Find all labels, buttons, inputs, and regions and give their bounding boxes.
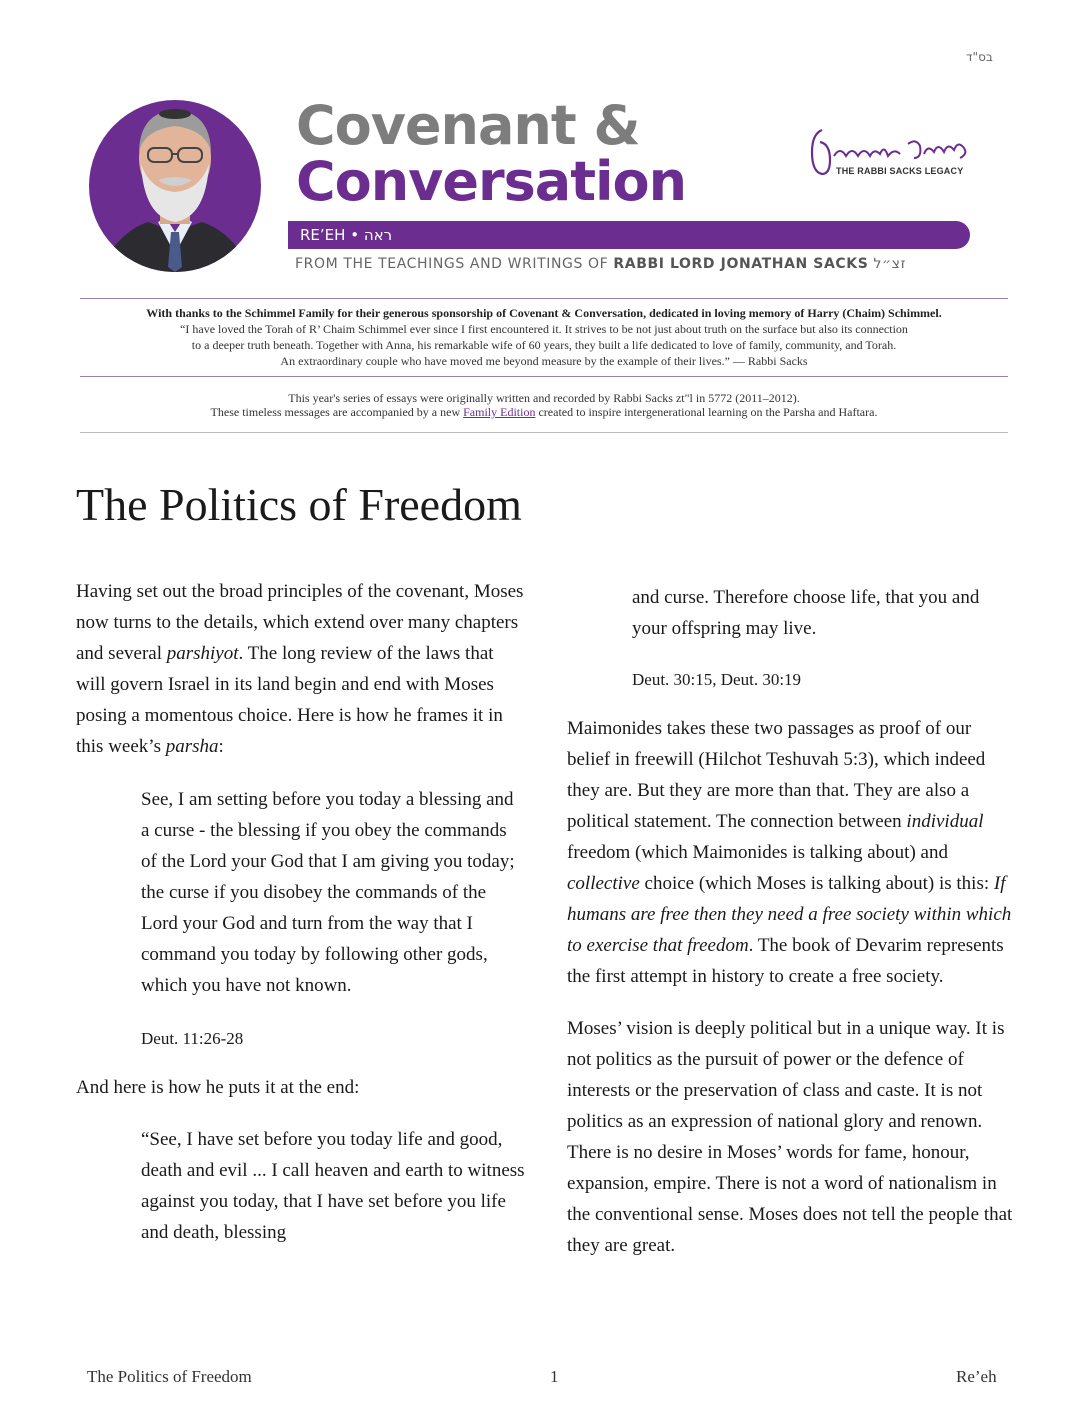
teachings-prefix: FROM THE TEACHINGS AND WRITINGS OF	[295, 256, 609, 272]
blockquote-continued: and curse. Therefore choose life, that you and your offspring may live.	[632, 587, 980, 639]
blockquote: “See, I have set before you today life and good, death and evil ... I call heaven and earth to witness against you today, that I have set before you life and death, blessing	[141, 1129, 525, 1243]
article-column-left	[76, 576, 526, 1248]
title-covenant: Covenant &	[296, 94, 640, 157]
paragraph: And here is how he puts it at the end:	[76, 1077, 360, 1098]
series-note	[80, 391, 1008, 419]
sponsorship-note	[80, 305, 1008, 369]
paragraph: Moses’ vision is deeply political but in a unique way. It is not politics as the pursuit of power or the defence of interests or the preservation of class and caste. It is not politics as an expression of national glory and renown. There is no desire in Moses’ words for fame, honour, expansion, empire. There is not a word of nationalism in the conventional sense. Moses does not tell the people that they are great.	[567, 1018, 1013, 1256]
paragraph: Maimonides takes these two passages as proof of our belief in freewill (Hilchot Teshuvah 5:3), which indeed they are. But they are more than that. They are also a political statement. The connection between individual freedom (which Maimonides is talking about) and collective choice (which Moses is talking about) is this: If humans are free then they need a free society within which to exercise that freedom. The book of Devarim represents the first attempt in history to create a free society.	[567, 718, 1012, 987]
family-edition-link[interactable]: Family Edition	[463, 405, 536, 419]
sponsorship-lead: With thanks to the Schimmel Family for their generous sponsorship of Covenant & Conversation, dedicated in loving memory of Harry (Chaim) Schimmel.	[146, 306, 942, 320]
teachings-line	[295, 256, 906, 272]
citation: Deut. 30:15, Deut. 30:19	[632, 670, 802, 689]
parsha-name: RE’EH • ראה	[300, 226, 393, 244]
bsd-mark: בס"ד	[966, 50, 993, 64]
citation: Deut. 11:26-28	[141, 1029, 244, 1048]
article-title: The Politics of Freedom	[76, 479, 522, 530]
footer-parsha: Re’eh	[956, 1367, 997, 1386]
blockquote: See, I am setting before you today a blessing and a curse - the blessing if you obey the commands of the Lord your God that I am giving you today; the curse if you disobey the commands of the Lord your God and turn from the way that I command you today by following other gods, which you have not known.	[141, 789, 515, 996]
logo-tagline: THE RABBI SACKS LEGACY	[836, 166, 964, 176]
page-number: 1	[550, 1367, 559, 1386]
divider-middle	[80, 376, 1008, 377]
footer-title: The Politics of Freedom	[87, 1367, 252, 1386]
series-line: This year's series of essays were originally written and recorded by Rabbi Sacks zt"l in 5772 (2011–2012).	[288, 391, 800, 405]
series-text: created to inspire intergenerational learning on the Parsha and Haftara.	[535, 405, 878, 419]
rabbi-portrait-image	[88, 82, 262, 272]
series-text: These timeless messages are accompanied by a new	[210, 405, 464, 419]
divider-bottom	[80, 432, 1008, 433]
teachings-name: RABBI LORD JONATHAN SACKS	[613, 256, 869, 272]
series-line	[80, 405, 1008, 419]
paragraph: Having set out the broad principles of the covenant, Moses now turns to the details, which extend over many chapters and several parshiyot. The long review of the laws that will govern Israel in its land begin and end with Moses posing a momentous choice. Here is how he frames it in this week’s parsha:	[76, 581, 524, 757]
sponsorship-quote-line: “I have loved the Torah of R’ Chaim Schimmel ever since I first encountered it. It strives to be not just about truth on the surface but also its connection	[180, 322, 908, 336]
title-conversation: Conversation	[296, 150, 687, 213]
teachings-suffix: זצ״ל	[873, 256, 907, 272]
sponsorship-quote-line: An extraordinary couple who have moved me beyond measure by the example of their lives.” — Rabbi Sacks	[280, 354, 808, 368]
divider-top	[80, 298, 1008, 299]
article-column-right	[567, 582, 1013, 1261]
sponsorship-quote-line: to a deeper truth beneath. Together with Anna, his remarkable wife of 60 years, they built a life dedicated to love of family, community, and Torah.	[191, 338, 897, 352]
